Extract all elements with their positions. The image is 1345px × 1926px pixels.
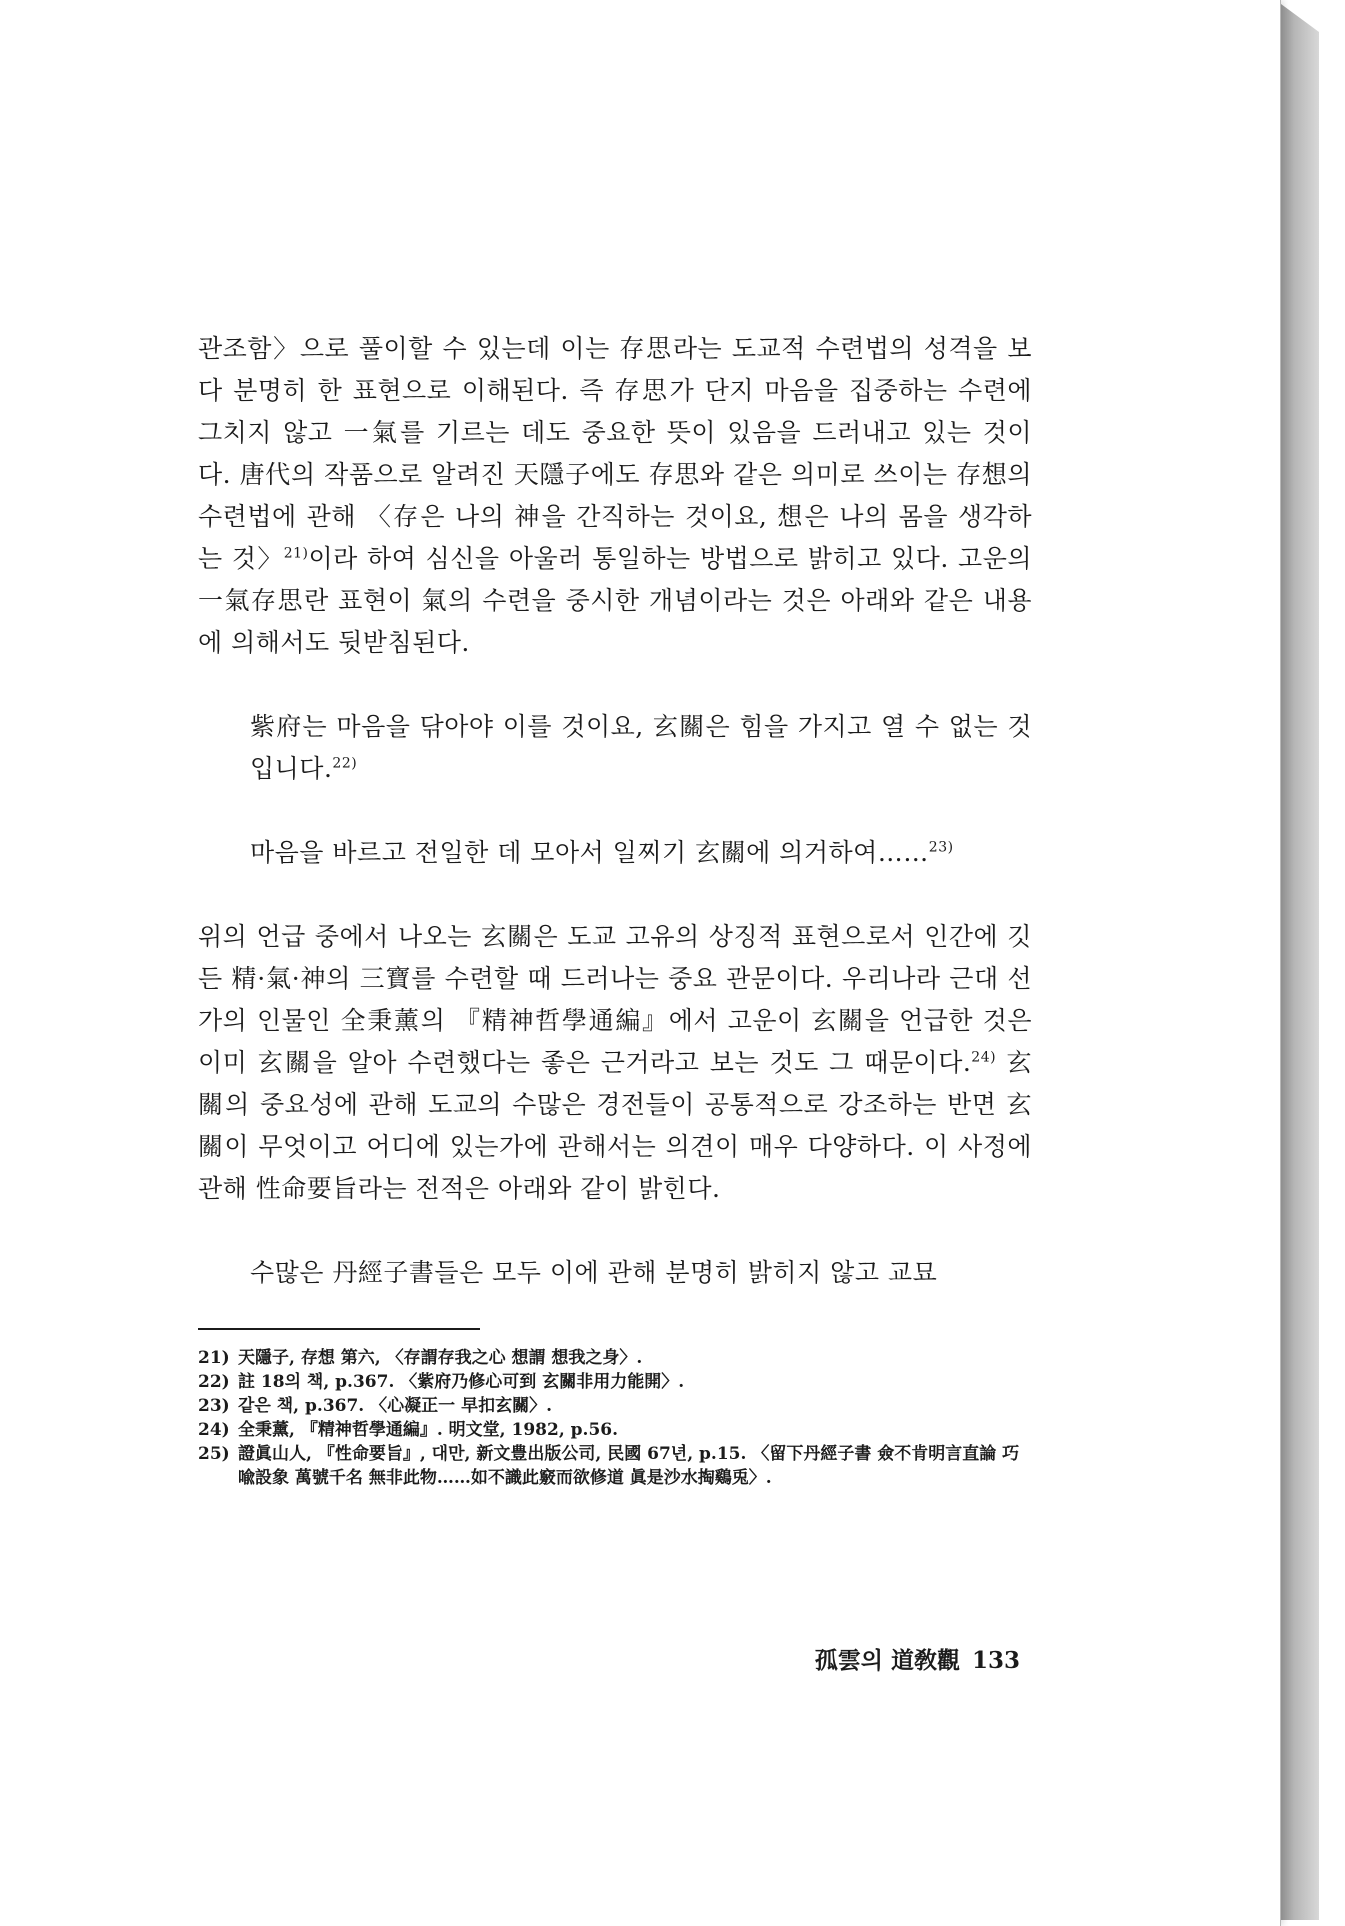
- block-quote-2: 마음을 바르고 전일한 데 모아서 일찌기 玄關에 의거하여……$^{23)}$: [250, 838, 954, 867]
- footnotes: [198, 1346, 1032, 1490]
- page-content: [198, 328, 1032, 1490]
- footnote-25: 25) 證眞山人, 『性命要旨』, 대만, 新文豊出版公司, 民國 67년, p.15. 〈留下丹經子書 僉不肯明言直論 巧喩設象 萬號千名 無非此物……如不識此竅而欲修道 眞是沙水掏鷄兎〉.: [198, 1444, 1020, 1488]
- footnote-ref-21: 21): [283, 545, 309, 562]
- footnote-ref-24: 24): [971, 1049, 997, 1066]
- footnote-ref-22: 22): [332, 755, 358, 772]
- page-number: 133: [971, 1647, 1020, 1674]
- running-footer: [800, 1642, 1020, 1675]
- footnote-23: 23) 같은 책, p.367. 〈心凝正一 早扣玄關〉.: [198, 1396, 552, 1416]
- footnote-divider: [198, 1328, 480, 1330]
- footnote-22: 22) 註 18의 책, p.367. 〈紫府乃修心可到 玄關非用力能開〉.: [198, 1372, 685, 1392]
- block-quote-1: 紫府는 마음을 닦아야 이를 것이요, 玄關은 힘을 가지고 열 수 없는 것입니다.$^{22)}$: [250, 712, 1032, 783]
- footnote-21: 21) 天隱子, 存想 第六, 〈存謂存我之心 想謂 想我之身〉.: [198, 1348, 643, 1368]
- running-title: 孤雲의 道敎觀: [814, 1647, 960, 1674]
- page-stack-edge: [1281, 4, 1319, 1920]
- body-paragraph-1: 관조함〉으로 풀이할 수 있는데 이는 存思라는 도교적 수련법의 성격을 보다 분명히 한 표현으로 이해된다. 즉 存思가 단지 마음을 집중하는 수련에 그치지 않고 一氣를 기르는 데도 중요한 뜻이 있음을 드러내고 있는 것이다. 唐代의 작품으로 알려진 天隱子에도 存思와 같은 의미로 쓰이는 存想의 수련법에 관해 〈存은 나의 神을 간직하는 것이요, 想은 나의 몸을 생각하는 것〉$^{21)}$이라 하여 심신을 아울러 통일하는 방법으로 밝히고 있다. 고운의 一氣存思란 표현이 氣의 수련을 중시한 개념이라는 것은 아래와 같은 내용에 의해서도 뒷받침된다.: [198, 334, 1032, 657]
- block-quote-3: 수많은 丹經子書들은 모두 이에 관해 분명히 밝히지 않고 교묘: [250, 1258, 938, 1287]
- footnote-ref-23: 23): [928, 839, 954, 856]
- footnote-24: 24) 全秉薰, 『精神哲學通編』. 明文堂, 1982, p.56.: [198, 1420, 619, 1440]
- body-paragraph-2: 위의 언급 중에서 나오는 玄關은 도교 고유의 상징적 표현으로서 인간에 깃든 精·氣·神의 三寶를 수련할 때 드러나는 중요 관문이다. 우리나라 근대 선가의 인물인 全秉薰의 『精神哲學通編』에서 고운이 玄關을 언급한 것은 이미 玄關을 알아 수련했다는 좋은 근거라고 보는 것도 그 때문이다.$^{24)}$ 玄關의 중요성에 관해 도교의 수많은 경전들이 공통적으로 강조하는 반면 玄關이 무엇이고 어디에 있는가에 관해서는 의견이 매우 다양하다. 이 사정에 관해 性命要旨라는 전적은 아래와 같이 밝힌다.: [198, 922, 1032, 1203]
